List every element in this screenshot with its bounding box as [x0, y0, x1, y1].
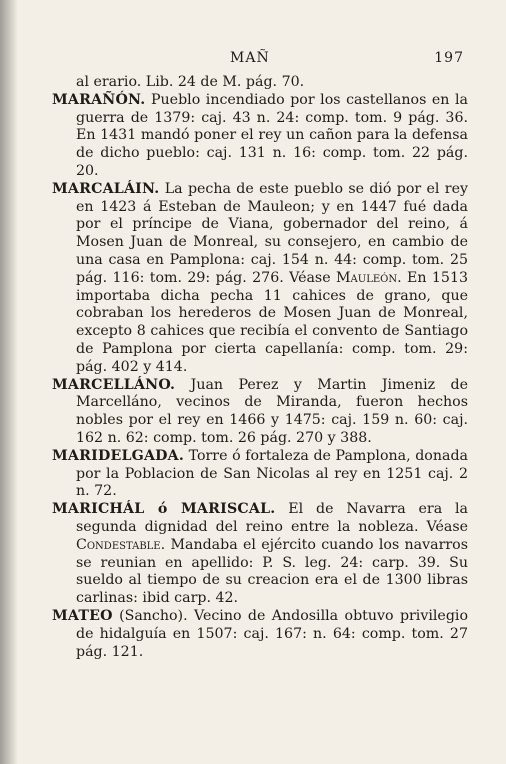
binding-shadow: [0, 0, 18, 764]
entry-maranon: [52, 92, 468, 181]
entry-text: Juan Perez y Martin Jimeniz de Marcelláno, vecinos de Miranda, fueron hechos nobles por el rey en 1466 y 1475: caj. 159 n. 60: caj. 162 n. 62: comp. tom. 26 pág. 270 y 388.: [76, 376, 468, 446]
entry-text: Torre ó fortaleza de Pamplona, donada por la Poblacion de San Nicolas al rey en 1251 caj. 2 n. 72.: [76, 447, 468, 500]
entry-mateo: [52, 608, 468, 661]
entry-text: En 1513 importaba dicha pecha 11 cahices de grano, que cobraban los herederos de Mosen Juan de Monreal, excepto 8 cahices que recibía el convento de Santiago de Pamplona por cierta capellanía: comp. tom. 29: pág. 402 y 414.: [76, 269, 468, 375]
running-title: MAÑ: [230, 50, 270, 66]
entry-headword: MARCALÁIN.: [52, 180, 160, 197]
entry-text: al erario. Lib. 24 de M. pág. 70.: [76, 74, 305, 90]
dictionary-text: [52, 74, 468, 661]
entry-marcalain: [52, 181, 468, 377]
entry-headword: MARICHÁL ó MARISCAL.: [52, 501, 276, 518]
page-number: 197: [434, 50, 464, 66]
entry-text: (Sancho). Vecino de Andosilla obtuvo privilegio de hidalguía en 1507: caj. 167: n. 64: comp. tom. 27 pág. 121.: [76, 607, 468, 660]
entry-headword: MARAÑÓN.: [52, 91, 146, 108]
entry-headword: MATEO: [52, 607, 113, 624]
entry-marcellano: [52, 377, 468, 448]
cross-reference: Condestable.: [76, 536, 166, 553]
entry-text: Mandaba el ejército cuando los navarros se reunian en apellido: P. S. leg. 24: carp. 39. Su sueldo al tiempo de su creacion era el de 1300 libras carlinas: ibid carp. 42.: [76, 536, 468, 607]
entry-marichal: [52, 501, 468, 608]
cross-reference: Mauleón.: [336, 269, 402, 286]
running-head: [230, 50, 464, 66]
entry-continuation: [52, 74, 468, 92]
entry-text: Pueblo incendiado por los castellanos en la guerra de 1379: caj. 43 n. 24: comp. tom. 9 pág. 36. En 1431 mandó poner el rey un cañon para la defensa de dicho pueblo: caj. 131 n. 16: comp. tom. 22 pág. 20.: [76, 91, 468, 179]
entry-text: La pecha de este pueblo se dió por el rey en 1423 á Esteban de Mauleon; y en 1447 fué dada por el príncipe de Viana, gobernador del reino, á Mosen Juan de Monreal, su consejero, en cambio de una casa en Pamplona: caj. 154 n. 44: comp. tom. 25 pág. 116: tom. 29: pág. 276. Véase: [76, 180, 468, 286]
entry-headword: MARCELLÁNO.: [52, 376, 176, 393]
entry-text: El de Navarra era la segunda dignidad del reino entre la nobleza. Véase: [76, 501, 468, 535]
entry-maridelgada: [52, 448, 468, 501]
entry-headword: MARIDELGADA.: [52, 447, 185, 464]
